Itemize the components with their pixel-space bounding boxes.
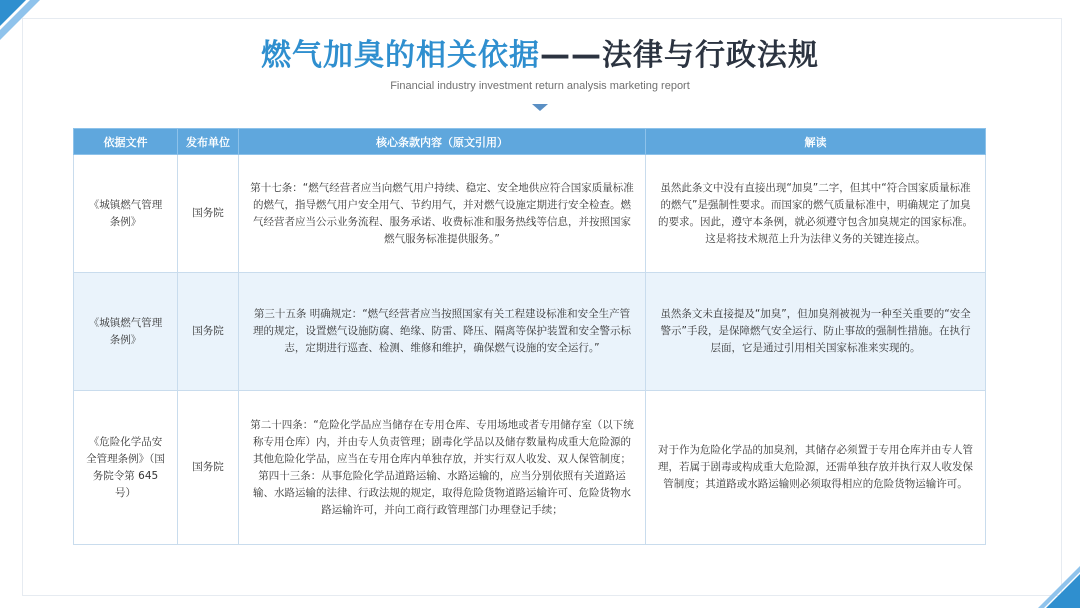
header-clause: 核心条款内容（原文引用） bbox=[239, 129, 646, 155]
page-title bbox=[0, 36, 1080, 76]
cell-clause: 第二十四条：“危险化学品应当储存在专用仓库、专用场地或者专用储存室（以下统称专用仓库）内，并由专人负责管理；剧毒化学品以及储存数量构成重大危险源的其他危险化学品，应当在专用仓库内单独存放，并实行双人收发、双人保管制度；第四十三条：从事危险化学品道路运输、水路运输的，应当分别依照有关道路运输、水路运输的法律、行政法规的规定，取得危险货物道路运输许可、危险货物水路运输许可，并向工商行政管理部门办理登记手续； bbox=[239, 391, 646, 545]
down-triangle-icon bbox=[532, 104, 548, 111]
table-row bbox=[74, 155, 986, 273]
cell-publisher: 国务院 bbox=[178, 273, 239, 391]
regulations-table bbox=[73, 128, 986, 545]
cell-clause: 第十七条：“燃气经营者应当向燃气用户持续、稳定、安全地供应符合国家质量标准的燃气，指导燃气用户安全用气、节约用气，并对燃气设施定期进行安全检查。燃气经营者应当公示业务流程、服务承诺、收费标准和服务热线等信息，并按照国家燃气服务标准提供服务。” bbox=[239, 155, 646, 273]
header-publisher: 发布单位 bbox=[178, 129, 239, 155]
cell-document: 《城镇燃气管理条例》 bbox=[74, 273, 178, 391]
cell-interpretation: 虽然此条文中没有直接出现“加臭”二字，但其中“符合国家质量标准的燃气”是强制性要求。而国家的燃气质量标准中，明确规定了加臭的要求。因此，遵守本条例，就必须遵守包含加臭规定的国家标准。这是将技术规范上升为法律义务的关键连接点。 bbox=[646, 155, 986, 273]
table-header-row bbox=[74, 129, 986, 155]
cell-clause: 第三十五条 明确规定：“燃气经营者应当按照国家有关工程建设标准和安全生产管理的规定，设置燃气设施防腐、绝缘、防雷、降压、隔离等保护装置和安全警示标志，定期进行巡查、检测、维修和维护，确保燃气设施的安全运行。” bbox=[239, 273, 646, 391]
cell-publisher: 国务院 bbox=[178, 391, 239, 545]
title-part-2: ——法律与行政法规 bbox=[540, 38, 819, 73]
header-interpretation: 解读 bbox=[646, 129, 986, 155]
table-row bbox=[74, 273, 986, 391]
cell-document: 《城镇燃气管理条例》 bbox=[74, 155, 178, 273]
table-row bbox=[74, 391, 986, 545]
cell-publisher: 国务院 bbox=[178, 155, 239, 273]
cell-interpretation: 虽然条文未直接提及“加臭”，但加臭剂被视为一种至关重要的“安全警示”手段，是保障燃气安全运行、防止事故的强制性措施。在执行层面，它是通过引用相关国家标准来实现的。 bbox=[646, 273, 986, 391]
corner-decoration-bottom-right bbox=[1016, 544, 1080, 608]
page-subtitle: Financial industry investment return analysis marketing report bbox=[390, 80, 690, 92]
cell-interpretation: 对于作为危险化学品的加臭剂，其储存必须置于专用仓库并由专人管理，若属于剧毒或构成重大危险源，还需单独存放并执行双人收发保管制度；其道路或水路运输则必须取得相应的危险货物运输许可。 bbox=[646, 391, 986, 545]
cell-document: 《危险化学品安全管理条例》（国务院令第 645 号） bbox=[74, 391, 178, 545]
header-document: 依据文件 bbox=[74, 129, 178, 155]
title-part-1: 燃气加臭的相关依据 bbox=[261, 38, 540, 73]
